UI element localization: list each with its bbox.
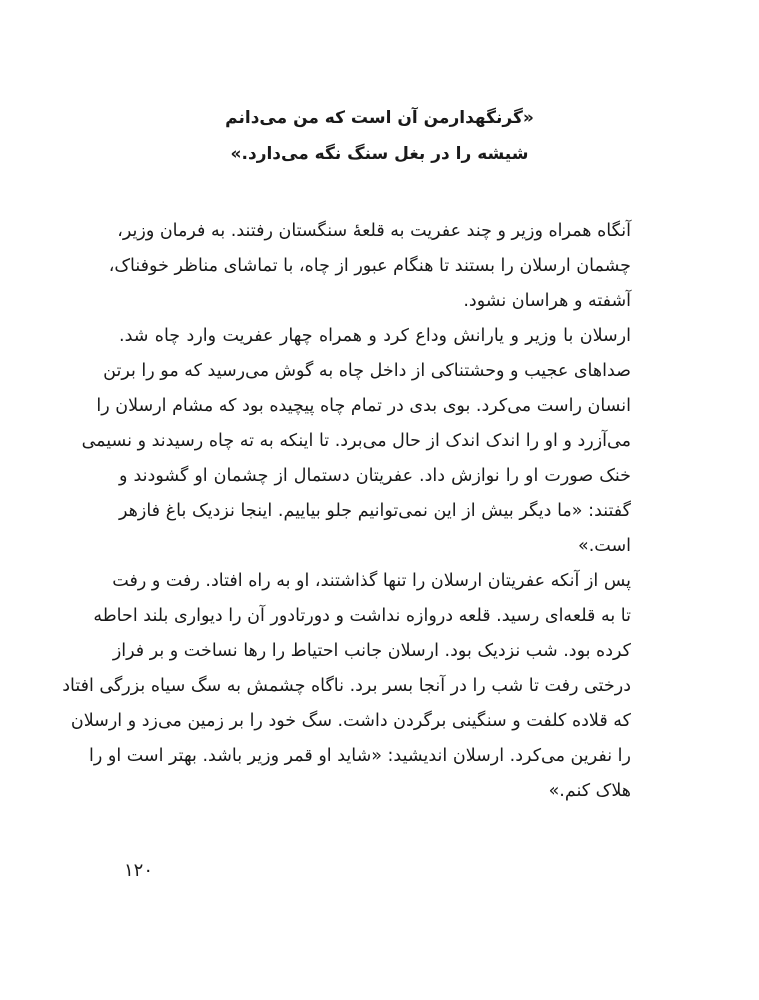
- paragraph-2: [81, 319, 631, 564]
- page-number: ۱۲۰: [124, 860, 154, 881]
- text-line: ارسلان با وزیر و یارانش وداع کرد و همراه چهار عفریت وارد چاه شد.: [119, 326, 631, 346]
- text-line: پس از آنکه عفریتان ارسلان را تنها گذاشتند، او به راه افتاد. رفت و رفت: [112, 571, 631, 591]
- text-line: انسان راست می‌کرد. بوی بدی در تمام چاه پیچیده بود که مشام ارسلان را: [96, 396, 631, 416]
- paragraph-1: [108, 214, 631, 319]
- text-line: خنک صورت او را نوازش داد. عفریتان دستمال از چشمان او گشودند و: [119, 466, 631, 486]
- paragraph-3: [62, 564, 631, 809]
- text-line: هلاک کنم.»: [548, 781, 631, 801]
- epigraph-line-1: «گرنگهدارمن آن است که من می‌دانم: [225, 108, 534, 128]
- text-line: آنگاه همراه وزیر و چند عفریت به قلعهٔ سنگستان رفتند. به فرمان وزیر،: [117, 221, 631, 241]
- text-line: تا به قلعه‌ای رسید. قلعه دروازه نداشت و دورتادور آن را دیواری بلند احاطه: [93, 606, 631, 626]
- text-line: که قلاده کلفت و سنگینی برگردن داشت. سگ خود را بر زمین می‌زد و ارسلان: [70, 711, 631, 731]
- epigraph-line-2: شیشه را در بغل سنگ نگه می‌دارد.»: [230, 144, 529, 164]
- epigraph-verse: [0, 100, 759, 172]
- text-line: است.»: [578, 536, 631, 556]
- text-line: درختی رفت تا شب را در آنجا بسر برد. ناگاه چشمش به سگ سیاه بزرگی افتاد: [62, 676, 631, 696]
- text-line: گفتند: «ما دیگر بیش از این نمی‌توانیم جلو بیاییم. اینجا نزدیک باغ فازهر: [119, 501, 631, 521]
- text-line: می‌آزرد و او را اندک اندک از حال می‌برد. تا اینکه به ته چاه رسیدند و نسیمی: [81, 431, 631, 451]
- text-line: آشفته و هراسان نشود.: [463, 291, 631, 311]
- text-line: چشمان ارسلان را بستند تا هنگام عبور از چاه، با تماشای مناظر خوفناک،: [108, 256, 631, 276]
- text-line: صداهای عجیب و وحشتناکی از داخل چاه به گوش می‌رسید که مو را برتن: [103, 361, 631, 381]
- body-text: [62, 214, 631, 809]
- text-line: را نفرین می‌کرد. ارسلان اندیشید: «شاید او قمر وزیر باشد. بهتر است او را: [89, 746, 631, 766]
- text-line: کرده بود. شب نزدیک بود. ارسلان جانب احتیاط را رها نساخت و بر فراز: [112, 641, 631, 661]
